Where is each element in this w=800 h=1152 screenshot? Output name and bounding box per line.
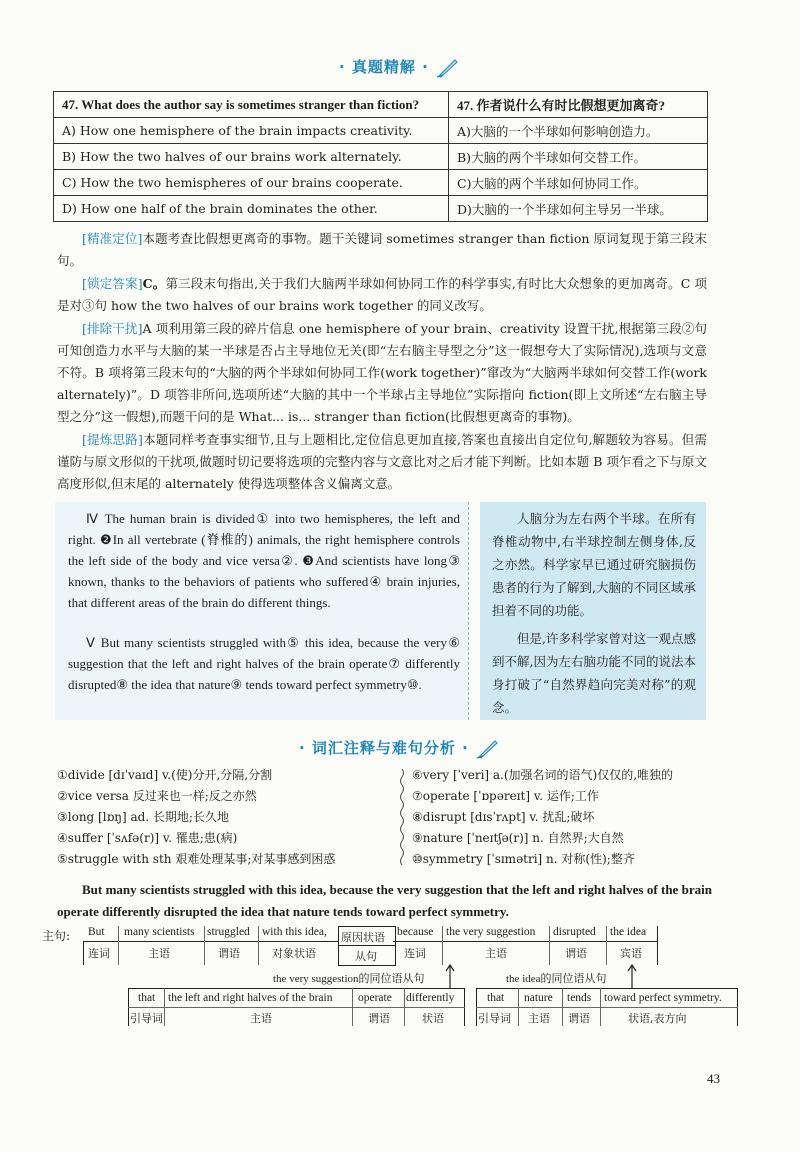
appositive-label-2: the idea的同位语从句 [506, 973, 607, 985]
analysis-exclude: [排除干扰]A 项利用第三段的碎片信息 one hemisphere of your brain、creativity 设置干扰,根据第三段②句可知创造力水平与大脑的某一半球是否占主导地位无关(即“左右脑主导型之分”这一假想夸大了实际情况),选项与文意不符。B 项将第三段末句的“大脑的两个半球如何协同工作(work together)”窜改为“大脑两半球如何交替工作(work alternately)”。D 项答非所问,选项所述“大脑的其中一个半球占主导地位”实际指向 fiction(即上文所述“左右脑主导型之分”这一假想),而题干问的是 What... is... stranger than fiction(比假想更离奇的事物)。 [57, 321, 707, 424]
section-title-real-exam: · 真题精解 · [0, 56, 800, 78]
quill-pen-icon [475, 739, 501, 759]
wavy-divider [399, 769, 405, 865]
appos1-role-verb: 谓语 [368, 1012, 390, 1025]
section-title-vocab: · 词汇注释与难句分析 · [0, 737, 800, 759]
appos2-word-subject: nature [524, 992, 553, 1004]
cause-adverbial-tag: 原因状语 [341, 931, 385, 944]
appos2-role-subject: 主语 [528, 1012, 550, 1025]
vocab-item: ①divide [dɪˈvaɪd] v.(使)分开,分隔,分割 [57, 768, 273, 782]
appos1-role-adverb: 状语 [422, 1012, 444, 1025]
appos1-word-verb: operate [358, 992, 392, 1004]
main-role-object: 对象状语 [272, 947, 316, 960]
clause-role-object: 宾语 [620, 947, 642, 960]
arrow-up-icon [440, 962, 460, 990]
appos2-role-verb: 谓语 [568, 1012, 590, 1025]
passage-en-paragraph-4: Ⅳ The human brain is divided① into two hemispheres, the left and right. ❷In all vertebrate (脊椎的) animals, the right hemisphere controls the left side of the body and vice versa②. ❸And scientists have long③ known, thanks to the behaviors of patients who suffered④ brain injuries, that different areas of the brain do different things. [68, 511, 460, 610]
vocab-item: ⑥very [ˈveri] a.(加强名词的语气)仅仅的,唯独的 [412, 768, 674, 782]
arrow-up-icon [622, 962, 642, 990]
option-a-cn: A)大脑的一个半球如何影响创造力。 [449, 118, 708, 144]
analysis-answer: [锁定答案]C。第三段末句指出,关于我们大脑两半球如何协同工作的科学事实,有时比大众想象的更加离奇。C 项是对③句 how the two halves of our brains work together 的同义改写。 [57, 276, 707, 313]
vocab-list-left [57, 765, 335, 870]
appositive-label-1: the very suggestion的同位语从句 [273, 973, 425, 985]
vocab-item: ③long [lɒŋ] ad. 长期地;长久地 [57, 810, 229, 824]
clause-word-object: the idea [610, 926, 647, 938]
main-role-subject: 主语 [148, 947, 170, 960]
vocab-item: ②vice versa 反过来也一样;反之亦然 [57, 789, 257, 803]
vocab-item: ⑤struggle with sth 艰难处理某事;对某事感到困惑 [57, 852, 336, 866]
option-a-en: A) How one hemisphere of the brain impacts creativity. [54, 118, 449, 144]
clause-role-subject: 主语 [485, 947, 507, 960]
appos2-word-verb: tends [567, 992, 592, 1004]
main-word-subject: many scientists [124, 926, 195, 938]
main-word-but: But [88, 926, 105, 938]
main-role-verb: 谓语 [218, 947, 240, 960]
question-stem-en: 47. What does the author say is sometimes stranger than fiction? [54, 92, 449, 118]
main-word-object: with this idea, [262, 926, 327, 938]
clause-role-verb: 谓语 [565, 947, 587, 960]
difficult-sentence: But many scientists struggled with this idea, because the very suggestion that the left and right halves of the brain operate differently disrupted the idea that nature tends toward perfect symmetry. [57, 882, 712, 919]
option-d-cn: D)大脑的一个半球如何主导另一半球。 [449, 196, 708, 222]
appos2-word-that: that [487, 992, 505, 1004]
passage-cn-paragraph-5: 但是,许多科学家曾对这一观点感到不解,因为左右脑功能不同的说法本身打破了“自然界趋向完美对称”的观念。 [492, 631, 696, 715]
vocab-item: ⑦operate [ˈɒpəreɪt] v. 运作;工作 [412, 789, 599, 803]
main-clause-label: 主句: [42, 929, 71, 943]
option-b-en: B) How the two halves of our brains work alternately. [54, 144, 449, 170]
passage-en-paragraph-5: Ⅴ But many scientists struggled with⑤ this idea, because the very⑥ suggestion that the left and right halves of the brain operate⑦ differently disrupted⑧ the idea that nature⑨ tends toward perfect symmetry⑩. [68, 635, 460, 692]
vocab-item: ⑧disrupt [dɪsˈrʌpt] v. 扰乱;破坏 [412, 810, 595, 824]
clause-word-subject: the very suggestion [446, 926, 536, 938]
passage-cn-paragraph-4: 人脑分为左右两个半球。在所有脊椎动物中,右半球控制左侧身体,反之亦然。科学家早已通过研究脑损伤患者的行为了解到,大脑的不同区域承担着不同的功能。 [492, 511, 696, 618]
main-word-verb: struggled [207, 926, 250, 938]
cause-clause-tag: 从句 [355, 950, 377, 963]
appos2-role-adverb: 状语,表方向 [628, 1012, 687, 1025]
appos1-word-subject: the left and right halves of the brain [168, 992, 333, 1004]
analysis-locate: [精准定位]本题考查比假想更离奇的事物。题干关键词 sometimes stranger than fiction 原词复现于第三段末句。 [57, 231, 707, 268]
vocab-list-right [412, 765, 673, 870]
vocab-item: ④suffer [ˈsʌfə(r)] v. 罹患;患(病) [57, 831, 238, 845]
appos1-role-subject: 主语 [250, 1012, 272, 1025]
tag-locate: [精准定位] [82, 231, 143, 246]
option-b-cn: B)大脑的两个半球如何交替工作。 [449, 144, 708, 170]
question-table [53, 91, 708, 222]
vocab-item: ⑩symmetry [ˈsɪmətri] n. 对称(性);整齐 [412, 852, 635, 866]
appos2-role-intro: 引导词 [478, 1012, 511, 1025]
tag-answer: [锁定答案] [82, 276, 143, 291]
analysis-approach: [提炼思路]本题同样考查事实细节,且与上题相比,定位信息更加直接,答案也直接出自定位句,解题较为容易。但需谨防与原文形似的干扰项,做题时切记要将选项的完整内容与文意比对之后才能下判断。比如本题 B 项乍看之下与原文高度形似,但末尾的 alternately 使得选项整体含义偏离文意。 [57, 432, 707, 491]
quill-pen-icon [435, 58, 461, 78]
answer-letter: C。 [142, 276, 166, 291]
question-stem-cn: 47. 作者说什么有时比假想更加离奇? [449, 92, 708, 118]
option-c-cn: C)大脑的两个半球如何协同工作。 [449, 170, 708, 196]
clause-role-conj: 连词 [404, 947, 426, 960]
main-role-conj: 连词 [88, 947, 110, 960]
page-number: 43 [707, 1071, 720, 1086]
clause-word-verb: disrupted [553, 926, 596, 938]
appos1-role-intro: 引导词 [130, 1012, 163, 1025]
vocab-item: ⑨nature [ˈneɪtʃə(r)] n. 自然界;大自然 [412, 831, 624, 845]
clause-word-because: because [397, 926, 434, 938]
tag-exclude: [排除干扰] [82, 321, 143, 336]
option-c-en: C) How the two hemispheres of our brains cooperate. [54, 170, 449, 196]
appos1-word-adverb: differently [406, 992, 455, 1004]
option-d-en: D) How one half of the brain dominates the other. [54, 196, 449, 222]
appos1-word-that: that [138, 992, 156, 1004]
appos2-word-adverb: toward perfect symmetry. [604, 992, 722, 1004]
tag-approach: [提炼思路] [82, 432, 143, 447]
